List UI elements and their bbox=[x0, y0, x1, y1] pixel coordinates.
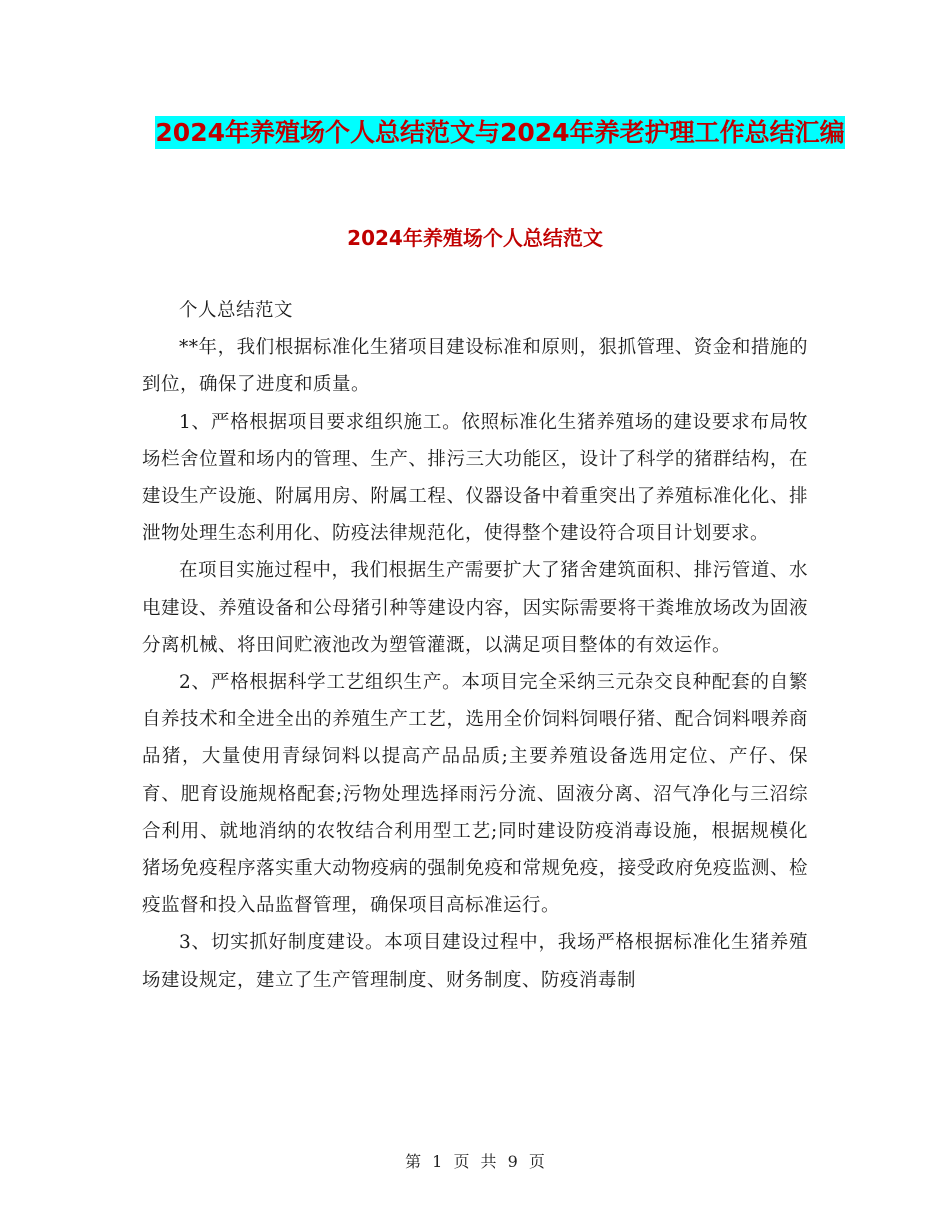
paragraph: **年，我们根据标准化生猪项目建设标准和原则，狠抓管理、资金和措施的到位，确保了进度和质量。 bbox=[142, 337, 808, 396]
document-body bbox=[142, 292, 808, 999]
paragraph: 1、严格根据项目要求组织施工。依照标准化生猪养殖场的建设要求布局牧场栏舍位置和场内的管理、生产、排污三大功能区，设计了科学的猪群结构，在建设生产设施、附属用房、附属工程、仪器设备中着重突出了养殖标准化化、排泄物处理生态利用化、防疫法律规范化，使得整个建设符合项目计划要求。 bbox=[142, 411, 808, 545]
page-footer: 第 1 页 共 9 页 bbox=[405, 1152, 545, 1171]
paragraph: 2、严格根据科学工艺组织生产。本项目完全采纳三元杂交良种配套的自繁自养技术和全进全出的养殖生产工艺，选用全价饲料饲喂仔猪、配合饲料喂养商品猪，大量使用青绿饲料以提高产品品质;主要养殖设备选用定位、产仔、保育、肥育设施规格配套;污物处理选择雨污分流、固液分离、沼气净化与三沼综合利用、就地消纳的农牧结合利用型工艺;同时建设防疫消毒设施，根据规模化猪场免疫程序落实重大动物疫病的强制免疫和常规免疫，接受政府免疫监测、检疫监督和投入品监督管理，确保项目高标准运行。 bbox=[142, 672, 808, 917]
paragraph-heading: 个人总结范文 bbox=[179, 300, 294, 321]
main-title-highlight: 2024年养殖场个人总结范文与2024年养老护理工作总结汇编 bbox=[155, 118, 845, 147]
section-title: 2024年养殖场个人总结范文 bbox=[347, 226, 603, 250]
document-main-title bbox=[140, 108, 860, 158]
paragraph: 在项目实施过程中，我们根据生产需要扩大了猪舍建筑面积、排污管道、水电建设、养殖设备和公母猪引种等建设内容，因实际需要将干粪堆放场改为固液分离机械、将田间贮液池改为塑管灌溉，以满足项目整体的有效运作。 bbox=[142, 560, 808, 656]
paragraph: 3、切实抓好制度建设。本项目建设过程中，我场严格根据标准化生猪养殖场建设规定，建立了生产管理制度、财务制度、防疫消毒制 bbox=[142, 932, 808, 991]
